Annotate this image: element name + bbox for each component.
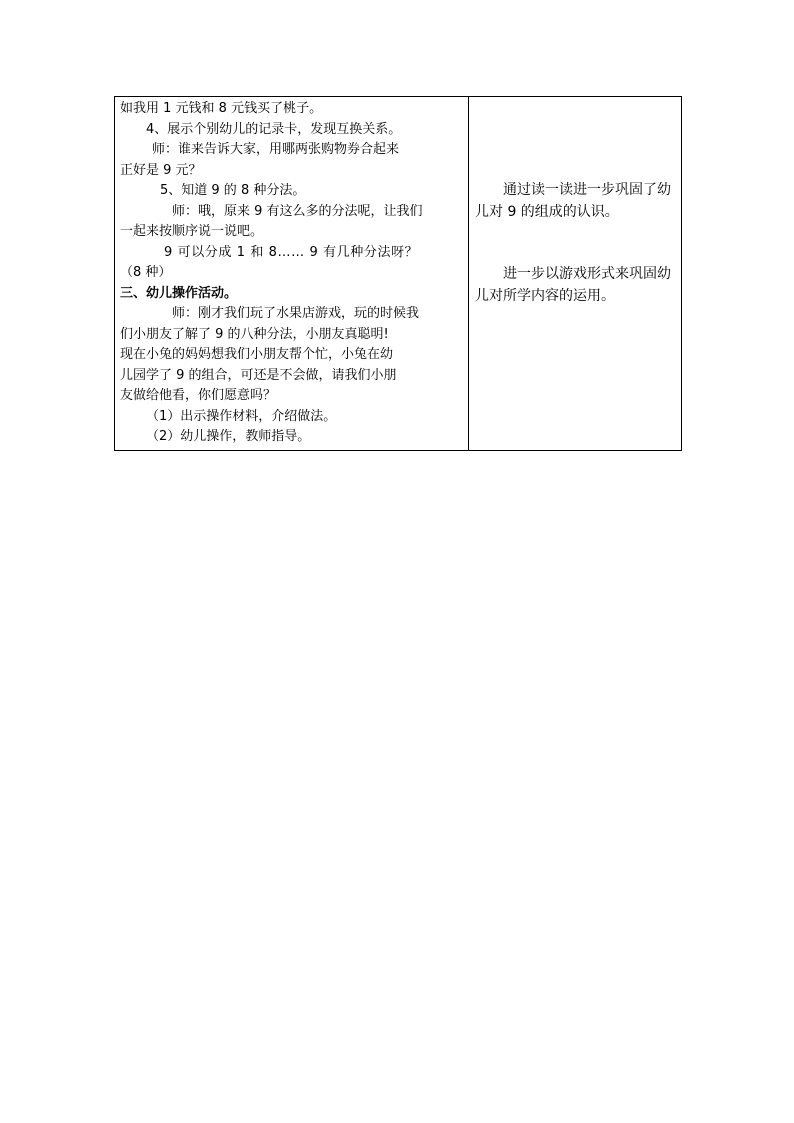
notes-column	[469, 97, 681, 450]
procedure-line: 如我用 1 元钱和 8 元钱买了桃子。	[120, 101, 323, 116]
procedure-line: 4、展示个别幼儿的记录卡，发现互换关系。	[146, 121, 402, 137]
procedure-column	[115, 97, 469, 450]
procedure-line: 正好是 9 元？	[120, 162, 202, 178]
procedure-line: （2）幼儿操作，教师指导。	[146, 429, 311, 444]
procedure-line: 师：刚才我们玩了水果店游戏，玩的时候我	[172, 306, 420, 321]
procedure-line: （8 种）	[120, 265, 172, 280]
design-note: 通过读一读进一步巩固了幼儿对 9 的组成的认识。	[475, 182, 671, 220]
procedure-line: 们小朋友了解了 9 的八种分法，小朋友真聪明!	[120, 326, 389, 342]
procedure-line: （1）出示操作材料，介绍做法。	[146, 408, 337, 424]
procedure-line: 现在小兔的妈妈想我们小朋友帮个忙，小兔在幼	[120, 347, 394, 362]
procedure-line: 一起来按顺序说一说吧。	[120, 224, 264, 239]
procedure-line: 师：哦，原来 9 有这么多的分法呢，让我们	[172, 203, 423, 219]
design-note: 进一步以游戏形式来巩固幼儿对所学内容的运用。	[475, 266, 671, 304]
procedure-line: 儿园学了 9 的组合，可还是不会做，请我们小朋	[120, 367, 397, 383]
procedure-line: 师：谁来告诉大家，用哪两张购物券合起来	[152, 142, 400, 157]
procedure-line: 5、知道 9 的 8 种分法。	[160, 183, 306, 198]
section-heading: 三、幼儿操作活动。	[120, 285, 238, 301]
lesson-plan-table	[114, 96, 682, 451]
procedure-line: 友做给他看，你们愿意吗？	[120, 388, 277, 403]
procedure-line: 9 可以分成 1 和 8…… 9 有几种分法呀？	[164, 244, 419, 260]
